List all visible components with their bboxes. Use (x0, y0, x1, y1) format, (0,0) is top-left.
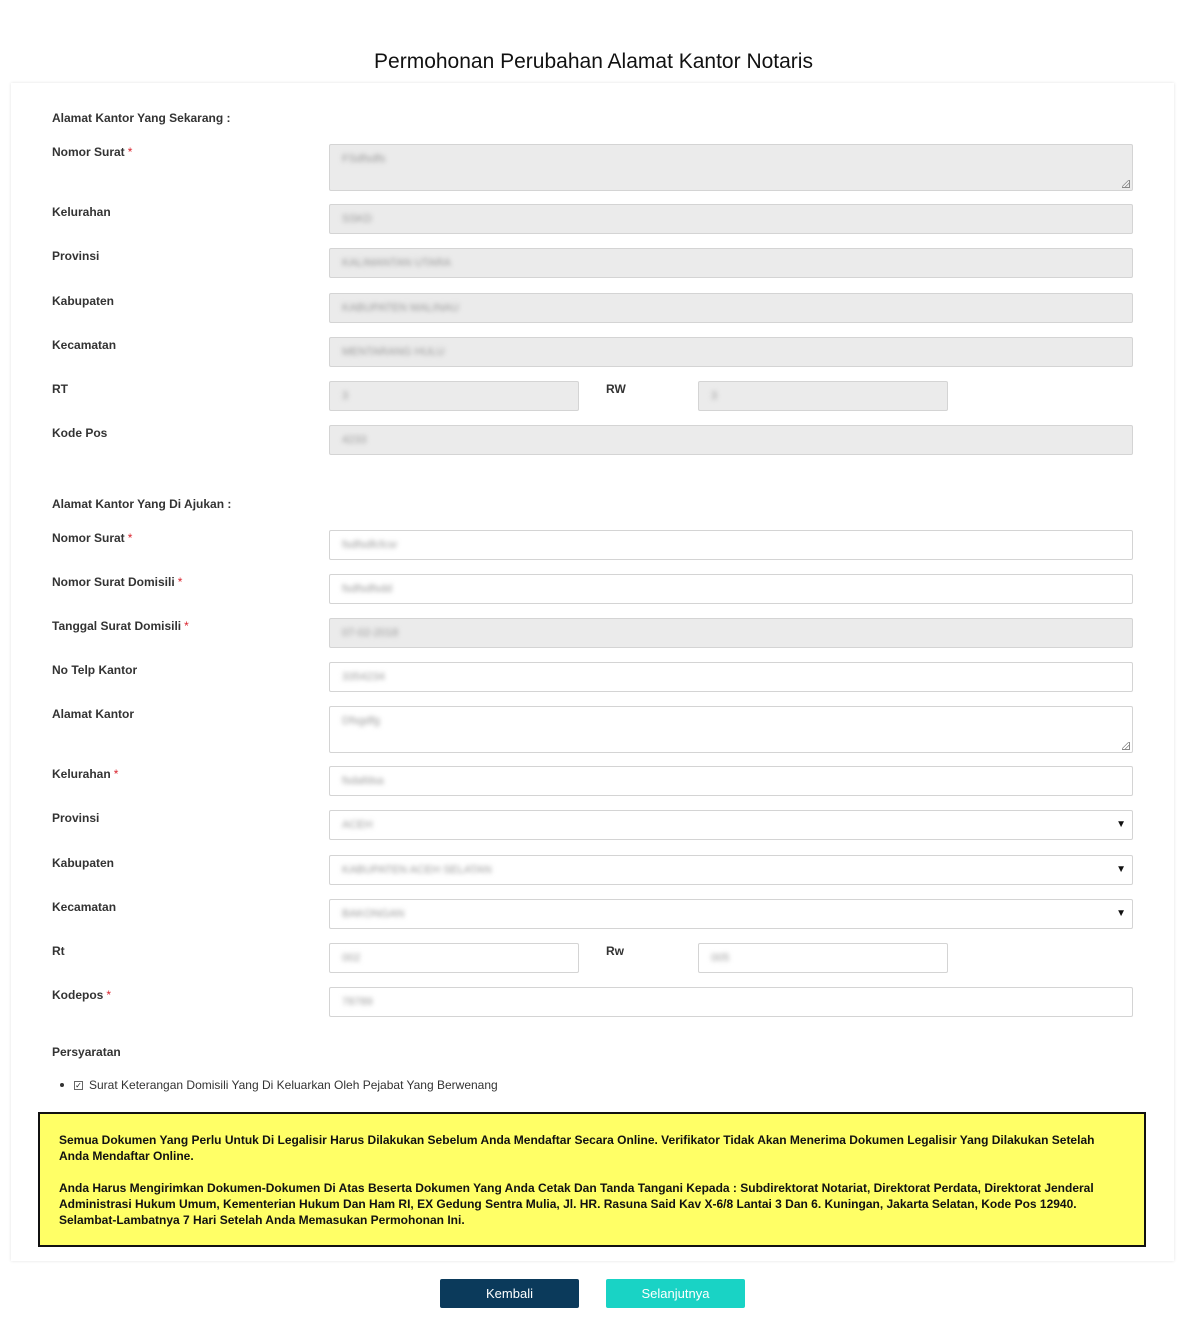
no-telp-kantor-input[interactable]: 3354234 (329, 662, 1133, 692)
bullet-icon (60, 1083, 64, 1087)
label-current-kelurahan: Kelurahan (52, 205, 111, 219)
required-mark: * (113, 767, 119, 781)
requirements-title: Persyaratan (52, 1045, 121, 1059)
current-kabupaten-field[interactable]: KABUPATEN MALINAU (329, 293, 1133, 323)
tanggal-surat-domisili-input[interactable]: 07-02-2018 (329, 618, 1133, 648)
notice-paragraph-1: Semua Dokumen Yang Perlu Untuk Di Legalisir Harus Dilakukan Sebelum Anda Mendaftar Secara Online. Verifikator Tidak Akan Menerima Dokumen Legalisir Yang Dilakukan Setelah Anda Mendaftar Online. (59, 1133, 1095, 1163)
chevron-down-icon: ▼ (1116, 908, 1126, 919)
nomor-surat-domisili-input[interactable]: fsdfsdfsdd (329, 574, 1133, 604)
proposed-provinsi-select[interactable]: ACEH ▼ (329, 810, 1133, 840)
section-title-proposed: Alamat Kantor Yang Di Ajukan : (52, 497, 232, 511)
label-proposed-kecamatan: Kecamatan (52, 900, 117, 914)
resize-handle-icon[interactable] (1122, 180, 1130, 188)
required-mark: * (106, 988, 112, 1002)
resize-handle-icon[interactable] (1122, 742, 1130, 750)
required-mark: * (127, 531, 133, 545)
notice-paragraph-2: Anda Harus Mengirimkan Dokumen-Dokumen Di Atas Beserta Dokumen Yang Anda Cetak Dan Tanda Tangani Kepada : Subdirektorat Notariat, Direktorat Perdata, Direktorat Jenderal Administrasi Hukum Umum, Kementerian Hukum Dan Ham RI, EX Gedung Sentra Mulia, Jl. HR. Rasuna Said Kav X-6/8 Lantai 3 Dan 6. Kuningan, Jakarta Selatan, Kode Pos 12940. Selambat-Lambatnya 7 Hari Setelah Anda Memasukan Permohonan Ini. (59, 1181, 1094, 1227)
current-nomor-surat-textarea[interactable]: FSdfsdfs (329, 144, 1133, 191)
label-current-rt: RT (52, 382, 68, 396)
label-proposed-provinsi: Provinsi (52, 811, 100, 825)
required-mark: * (127, 145, 133, 159)
next-button[interactable]: Selanjutnya (606, 1279, 745, 1308)
proposed-kelurahan-input[interactable]: fsdafdsa (329, 766, 1133, 796)
current-provinsi-field[interactable]: KALIMANTAN UTARA (329, 248, 1133, 278)
proposed-rw-input[interactable]: 005 (698, 943, 948, 973)
label-current-kabupaten: Kabupaten (52, 294, 115, 308)
current-kode-pos-field[interactable]: 4233 (329, 425, 1133, 455)
label-current-nomor-surat: Nomor Surat * (52, 145, 133, 159)
label-current-rw: RW (606, 382, 626, 396)
proposed-kecamatan-select[interactable]: BAKONGAN ▼ (329, 899, 1133, 929)
label-proposed-kelurahan: Kelurahan * (52, 767, 119, 781)
label-kodepos: Kodepos * (52, 988, 112, 1002)
current-rt-field[interactable]: 3 (329, 381, 579, 411)
chevron-down-icon: ▼ (1116, 864, 1126, 875)
chevron-down-icon: ▼ (1116, 819, 1126, 830)
label-no-telp-kantor: No Telp Kantor (52, 663, 138, 677)
current-kecamatan-field[interactable]: MENTARANG HULU (329, 337, 1133, 367)
current-rw-field[interactable]: 3 (698, 381, 948, 411)
proposed-rt-input[interactable]: 002 (329, 943, 579, 973)
label-proposed-rt: Rt (52, 944, 65, 958)
notice-box (38, 1112, 1146, 1247)
label-current-provinsi: Provinsi (52, 249, 100, 263)
requirement-checkbox[interactable]: ✓ (75, 1080, 82, 1090)
label-nomor-surat-domisili: Nomor Surat Domisili * (52, 575, 183, 589)
required-mark: * (177, 575, 183, 589)
page-title: Permohonan Perubahan Alamat Kantor Notaris (374, 50, 813, 73)
label-current-kode-pos: Kode Pos (52, 426, 108, 440)
kodepos-input[interactable]: 78789 (329, 987, 1133, 1017)
requirement-item (60, 1078, 498, 1092)
label-proposed-rw: Rw (606, 944, 624, 958)
label-alamat-kantor: Alamat Kantor (52, 707, 135, 721)
proposed-kabupaten-select[interactable]: KABUPATEN ACEH SELATAN ▼ (329, 855, 1133, 885)
label-current-kecamatan: Kecamatan (52, 338, 117, 352)
current-kelurahan-field[interactable]: SSKD (329, 204, 1133, 234)
label-proposed-nomor-surat: Nomor Surat * (52, 531, 133, 545)
proposed-nomor-surat-input[interactable]: fsdfsdfcfcsr (329, 530, 1133, 560)
required-mark: * (184, 619, 189, 633)
label-proposed-kabupaten: Kabupaten (52, 856, 115, 870)
label-tanggal-surat-domisili: Tanggal Surat Domisili * (52, 619, 189, 633)
alamat-kantor-textarea[interactable]: Dfsgdfg (329, 706, 1133, 753)
back-button[interactable]: Kembali (440, 1279, 579, 1308)
requirement-label: Surat Keterangan Domisili Yang Di Keluarkan Oleh Pejabat Yang Berwenang (89, 1078, 498, 1092)
section-title-current: Alamat Kantor Yang Sekarang : (52, 111, 231, 125)
